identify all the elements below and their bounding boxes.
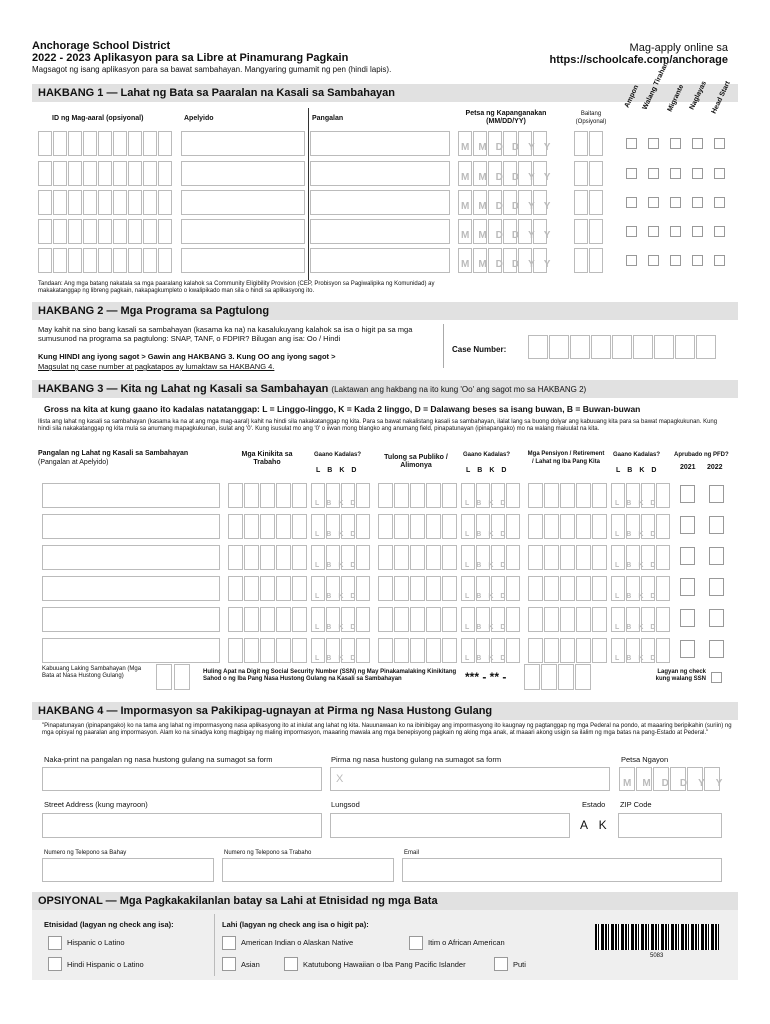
first-name-input[interactable]: [310, 161, 450, 186]
street-label: Street Address (kung mayroon): [44, 800, 148, 809]
student-id-input[interactable]: [38, 248, 173, 273]
col-naglayas: Naglayas: [688, 80, 708, 111]
pfd-2021-checkbox[interactable]: [680, 609, 695, 627]
email-input[interactable]: [402, 858, 722, 882]
homeless-checkbox[interactable]: [648, 138, 659, 149]
step2-header: [32, 302, 738, 320]
first-name-input[interactable]: [310, 131, 450, 156]
not-hispanic-checkbox[interactable]: [48, 957, 62, 971]
freq-pension-letters: LBKD: [615, 562, 663, 569]
freq-header-3: LBKD: [616, 467, 664, 474]
apply-online-label: Mag-apply online sa: [629, 42, 728, 54]
homeless-checkbox[interactable]: [648, 226, 659, 237]
state-label: Estado: [582, 800, 606, 809]
col-ampon: Ampon: [623, 84, 641, 109]
form-subtitle: Magsagot ng isang aplikasyon para sa bawat sambahayan. Mangyaring gumamit ng pen (hindi lapis).: [32, 65, 392, 74]
city-label: Lungsod: [331, 800, 360, 809]
dob-ghost: [461, 167, 559, 185]
col-freq-2: Gaano Kadalas?: [463, 452, 511, 458]
work-earnings-input[interactable]: [228, 483, 308, 508]
col-student-id: ID ng Mag-aaral (opsiyonal): [52, 115, 144, 122]
migrant-checkbox[interactable]: [670, 138, 681, 149]
freq-pension-letters: LBKD: [615, 531, 663, 538]
head-start-checkbox[interactable]: [714, 197, 725, 208]
member-name-input[interactable]: [42, 607, 220, 632]
work-earnings-input[interactable]: [228, 638, 308, 663]
homeless-checkbox[interactable]: [648, 255, 659, 266]
date-today-ghost: [623, 773, 733, 791]
col-member-name: Pangalan ng Lahat ng Kasali sa Sambahayan: [38, 450, 189, 457]
signature-x: X: [336, 773, 344, 785]
asian-checkbox[interactable]: [222, 957, 236, 971]
step2-case-area: [443, 324, 444, 368]
optional-divider: [214, 914, 215, 976]
freq-public-letters: LBKD: [465, 531, 513, 538]
freq-public-letters: LBKD: [465, 655, 513, 662]
step3-instructions: Ilista ang lahat ng kasali sa sambahayan (kasama ka na at ang mga mag-aaral) kahit na hindi sila nakakatanggap ng kita. Para sa bawat nakalistang kasali sa sambahayan, ilalat lang sa buong dolyar ang kabuuang kita para sa bawat mapagkukunan. Kung hindi sila nakakatanggap ng kita mula sa anumang mapagkukunan, isulat ang '0'. Kung isusulat mo ang '0' o iiwan mong blangko ang anumang field, pinapatunayan (ipinapangako) mo na walang maiuulat na kita.: [38, 419, 718, 432]
signature-label: Pirma ng nasa hustong gulang na sumagot sa form: [331, 755, 502, 764]
public-assistance-input[interactable]: [378, 483, 458, 508]
pfd-2022-checkbox[interactable]: [709, 547, 724, 565]
freq-work-letters: LBKD: [315, 500, 363, 507]
step2-yes-line: Magsulat ng case number at pagkatapos ay lumaktaw sa HAKBANG 4.: [38, 362, 275, 371]
freq-public-letters: LBKD: [465, 500, 513, 507]
pension-input[interactable]: [528, 607, 608, 632]
col-grade: Baitang (Opsiyonal): [575, 111, 607, 125]
household-total-input-2[interactable]: [174, 664, 190, 690]
head-start-checkbox[interactable]: [714, 168, 725, 179]
black-checkbox[interactable]: [409, 936, 423, 950]
zip-label: ZIP Code: [620, 800, 652, 809]
last-name-input[interactable]: [181, 131, 305, 156]
runaway-checkbox[interactable]: [692, 168, 703, 179]
dob-ghost-text: MMDDYY: [461, 259, 560, 270]
household-total-label: Kabuuang Laking Sambahayan (Mga Bata at Nasa Hustong Gulang): [42, 666, 142, 679]
col-freq-1: Gaano Kadalas?: [314, 452, 362, 458]
pfd-2021-checkbox[interactable]: [680, 547, 695, 565]
pfd-year-2021: 2021: [680, 464, 696, 471]
student-id-input[interactable]: [38, 219, 173, 244]
foster-checkbox[interactable]: [626, 255, 637, 266]
pfd-2022-checkbox[interactable]: [709, 578, 724, 596]
grade-input[interactable]: [574, 190, 604, 215]
pfd-2022-checkbox[interactable]: [709, 640, 724, 658]
last-name-input[interactable]: [181, 219, 305, 244]
freq-work-letters: LBKD: [315, 624, 363, 631]
member-name-input[interactable]: [42, 514, 220, 539]
native-label: American Indian o Alaskan Native: [241, 938, 354, 947]
col-first-name: Pangalan: [312, 115, 344, 122]
date-ghost-text: MMDDYY: [623, 778, 734, 789]
grade-input[interactable]: [574, 248, 604, 273]
hawaiian-label: Katutubong Hawaiian o Iba Pang Pacific Islander: [303, 960, 466, 969]
freq-pension-letters: LBKD: [615, 500, 663, 507]
member-name-input[interactable]: [42, 545, 220, 570]
runaway-checkbox[interactable]: [692, 197, 703, 208]
col-dob: Petsa ng Kapanganakan (MM/DD/YY): [465, 110, 547, 125]
not-hispanic-label: Hindi Hispanic o Latino: [67, 960, 144, 969]
step4-title: HAKBANG 4 — Impormasyon sa Pakikipag-ugnayan at Pirma ng Nasa Hustong Gulang: [38, 705, 493, 717]
step2-question: May kahit na sino bang kasali sa sambahayan (kasama ka na) na kasalukuyang kalahok sa isa o higit pa sa mga sumusunod na programa sa pagtulong: SNAP, TANF, o FDPIR? Bilugan ang isa: Oo / Hindi: [38, 325, 413, 343]
col-walang-tirahan: Walang Tirahan: [641, 61, 670, 111]
hispanic-checkbox[interactable]: [48, 936, 62, 950]
head-start-checkbox[interactable]: [714, 138, 725, 149]
migrant-checkbox[interactable]: [670, 255, 681, 266]
pfd-2021-checkbox[interactable]: [680, 485, 695, 503]
grade-input[interactable]: [574, 161, 604, 186]
col-freq-3: Gaano Kadalas?: [613, 452, 661, 458]
foster-checkbox[interactable]: [626, 138, 637, 149]
work-earnings-input[interactable]: [228, 545, 308, 570]
pfd-year-2022: 2022: [707, 464, 723, 471]
work-earnings-input[interactable]: [228, 576, 308, 601]
col-public-assistance: Tulong sa Publiko / Alimonya: [384, 454, 448, 469]
certification-statement: "Pinapatunayan (ipinapangako) ko na tama ang lahat ng impormasyong nasa aplikasyong ito at iniulat ang lahat ng kita. Nauunawaan ko na ibinibigay ang impormasyong ito kaugnay ng pagtanggap ng mga Pederal na pondo, at maaaring beripikahin (suriin) ng mga opisyal ng paaralan ang impormasyon. Alam ko na sinadya kong magbigay ng maling impormasyon, maaaring mawala ang mga benepisyong pagkain ng aking mga anak, at maaari akong usigin sa ilalim ng mga batas na pang-Estado at Pederal.": [42, 723, 732, 736]
col-member-name-sub: (Pangalan at Apelyido): [38, 459, 109, 466]
ssn-label: Huling Apat na Digit ng Social Security Number (SSN) ng May Pinakamalaking Kinikitang Sahod o ng Iba Pang Nasa Hustong Gulang na Kasali sa Sambahayan: [203, 669, 457, 682]
dob-ghost-text: MMDDYY: [461, 201, 560, 212]
head-start-checkbox[interactable]: [714, 255, 725, 266]
dob-ghost: [461, 196, 559, 214]
ethnicity-label: Etnisidad (lagyan ng check ang isa):: [44, 920, 174, 929]
member-name-input[interactable]: [42, 483, 220, 508]
asian-label: Asian: [241, 960, 260, 969]
runaway-checkbox[interactable]: [692, 226, 703, 237]
work-phone-label: Numero ng Telepono sa Trabaho: [224, 850, 312, 856]
runaway-checkbox[interactable]: [692, 138, 703, 149]
public-assistance-input[interactable]: [378, 545, 458, 570]
first-name-input[interactable]: [310, 190, 450, 215]
foster-checkbox[interactable]: [626, 197, 637, 208]
dob-ghost-text: MMDDYY: [461, 172, 560, 183]
freq-public-letters: LBKD: [465, 624, 513, 631]
freq-public-letters: LBKD: [465, 593, 513, 600]
zip-input[interactable]: [618, 813, 722, 838]
print-name-input[interactable]: [42, 767, 322, 791]
freq-work-letters: LBKD: [315, 655, 363, 662]
step2-title: HAKBANG 2 — Mga Programa sa Pagtulong: [38, 305, 270, 317]
dob-ghost: [461, 225, 559, 243]
pension-input[interactable]: [528, 545, 608, 570]
home-phone-label: Numero ng Telepono sa Bahay: [44, 850, 127, 856]
step1-title: HAKBANG 1 — Lahat ng Bata sa Paaralan na Kasali sa Sambahayan: [38, 87, 396, 99]
pfd-2022-checkbox[interactable]: [709, 516, 724, 534]
state-value: A K: [580, 818, 611, 832]
freq-pension-letters: LBKD: [615, 655, 663, 662]
city-input[interactable]: [330, 813, 570, 838]
pfd-2021-checkbox[interactable]: [680, 578, 695, 596]
optional-title: OPSIYONAL — Mga Pagkakakilanlan batay sa Lahi at Etnisidad ng mga Bata: [38, 895, 438, 907]
col-work-earnings: Mga Kinikita sa Trabaho: [241, 451, 293, 466]
dob-ghost-text: MMDDYY: [461, 142, 560, 153]
public-assistance-input[interactable]: [378, 638, 458, 663]
runaway-checkbox[interactable]: [692, 255, 703, 266]
freq-header-1: LBKD: [316, 467, 364, 474]
case-number-input[interactable]: [528, 335, 717, 359]
black-label: Itim o African American: [428, 938, 505, 947]
district-name: Anchorage School District: [32, 40, 171, 52]
pension-input[interactable]: [528, 483, 608, 508]
race-label: Lahi (lagyan ng check ang isa o higit pa):: [222, 920, 369, 929]
step3-title: HAKBANG 3 — Kita ng Lahat ng Kasali sa Sambahayan: [38, 383, 329, 395]
step1-divider: [308, 108, 309, 280]
freq-pension-letters: LBKD: [615, 624, 663, 631]
pfd-2022-checkbox[interactable]: [709, 485, 724, 503]
step2-no-line: Kung HINDI ang iyong sagot > Gawin ang HAKBANG 3. Kung OO ang iyong sagot >: [38, 352, 336, 361]
case-number-label: Case Number:: [452, 345, 507, 354]
public-assistance-input[interactable]: [378, 576, 458, 601]
member-name-input[interactable]: [42, 638, 220, 663]
work-earnings-input[interactable]: [228, 607, 308, 632]
pension-input[interactable]: [528, 638, 608, 663]
freq-public-letters: LBKD: [465, 562, 513, 569]
optional-header: [32, 892, 738, 910]
first-name-input[interactable]: [310, 248, 450, 273]
step4-header: [32, 702, 738, 720]
no-ssn-checkbox[interactable]: [711, 672, 722, 683]
pension-input[interactable]: [528, 514, 608, 539]
pfd-2021-checkbox[interactable]: [680, 640, 695, 658]
pension-input[interactable]: [528, 576, 608, 601]
white-checkbox[interactable]: [494, 957, 508, 971]
public-assistance-input[interactable]: [378, 607, 458, 632]
grade-input[interactable]: [574, 131, 604, 156]
member-name-input[interactable]: [42, 576, 220, 601]
student-id-input[interactable]: [38, 190, 173, 215]
native-checkbox[interactable]: [222, 936, 236, 950]
freq-header-2: LBKD: [466, 467, 514, 474]
homeless-checkbox[interactable]: [648, 168, 659, 179]
ssn-digit-boxes[interactable]: [524, 664, 592, 690]
barcode: [595, 924, 719, 950]
email-label: Email: [404, 850, 420, 856]
col-head-start: Head Start: [710, 80, 732, 115]
no-ssn-label: Lagyan ng check kung walang SSN: [655, 669, 706, 682]
household-total-input-1[interactable]: [156, 664, 172, 690]
ssn-input[interactable]: *** - ** -: [465, 670, 507, 684]
foster-checkbox[interactable]: [626, 226, 637, 237]
print-name-label: Naka-print na pangalan ng nasa hustong gulang na sumagot sa form: [44, 755, 273, 764]
step3-title-note: (Laktawan ang hakbang na ito kung 'Oo' ang sagot mo sa HAKBANG 2): [331, 385, 587, 394]
foster-checkbox[interactable]: [626, 168, 637, 179]
freq-work-letters: LBKD: [315, 562, 363, 569]
migrant-checkbox[interactable]: [670, 168, 681, 179]
form-title: 2022 - 2023 Aplikasyon para sa Libre at Pinamurang Pagkain: [32, 52, 349, 64]
homeless-checkbox[interactable]: [648, 197, 659, 208]
student-id-input[interactable]: [38, 161, 173, 186]
hispanic-label: Hispanic o Latino: [67, 938, 125, 947]
public-assistance-input[interactable]: [378, 514, 458, 539]
freq-pension-letters: LBKD: [615, 593, 663, 600]
hawaiian-checkbox[interactable]: [284, 957, 298, 971]
head-start-checkbox[interactable]: [714, 226, 725, 237]
white-label: Puti: [513, 960, 526, 969]
cep-note: Tandaan: Ang mga batang nakatala sa mga paaralang kalahok sa Community Eligibility Provision (CEP, Probisyon sa Pagiwalipika ng Komunidad) ay makakatanggap ng libreng pagkain, nakapagkumpleto o kwalipikado man sila o hindi sa aplikasyong ito.: [38, 281, 435, 294]
signature-input[interactable]: [330, 767, 610, 791]
freq-work-letters: LBKD: [315, 531, 363, 538]
step3-header: [32, 380, 738, 398]
income-frequency-line: Gross na kita at kung gaano ito kadalas natatanggap: L = Linggo-linggo, K = Kada 2 linggo, D = Dalawang beses sa isang buwan, B = Buwan-buwan: [44, 404, 641, 414]
freq-work-letters: LBKD: [315, 593, 363, 600]
last-name-input[interactable]: [181, 190, 305, 215]
barcode-number: 5083: [650, 953, 664, 959]
dob-ghost: [461, 137, 559, 155]
apply-online-url[interactable]: https://schoolcafe.com/anchorage: [549, 54, 728, 66]
dob-ghost: [461, 254, 559, 272]
grade-input[interactable]: [574, 219, 604, 244]
street-input[interactable]: [42, 813, 322, 838]
work-phone-input[interactable]: [222, 858, 394, 882]
home-phone-input[interactable]: [42, 858, 214, 882]
migrant-checkbox[interactable]: [670, 226, 681, 237]
first-name-input[interactable]: [310, 219, 450, 244]
last-name-input[interactable]: [181, 248, 305, 273]
pfd-2022-checkbox[interactable]: [709, 609, 724, 627]
col-pension: Mga Pensiyon / Retirement / Lahat ng Iba Pang Kita: [527, 451, 605, 465]
col-migrante: Migrante: [666, 83, 686, 113]
col-pfd: Aprubado ng PFD?: [674, 452, 729, 458]
migrant-checkbox[interactable]: [670, 197, 681, 208]
work-earnings-input[interactable]: [228, 514, 308, 539]
col-last-name: Apelyido: [184, 115, 214, 122]
last-name-input[interactable]: [181, 161, 305, 186]
student-id-input[interactable]: [38, 131, 173, 156]
date-today-label: Petsa Ngayon: [621, 755, 669, 764]
dob-ghost-text: MMDDYY: [461, 230, 560, 241]
pfd-2021-checkbox[interactable]: [680, 516, 695, 534]
